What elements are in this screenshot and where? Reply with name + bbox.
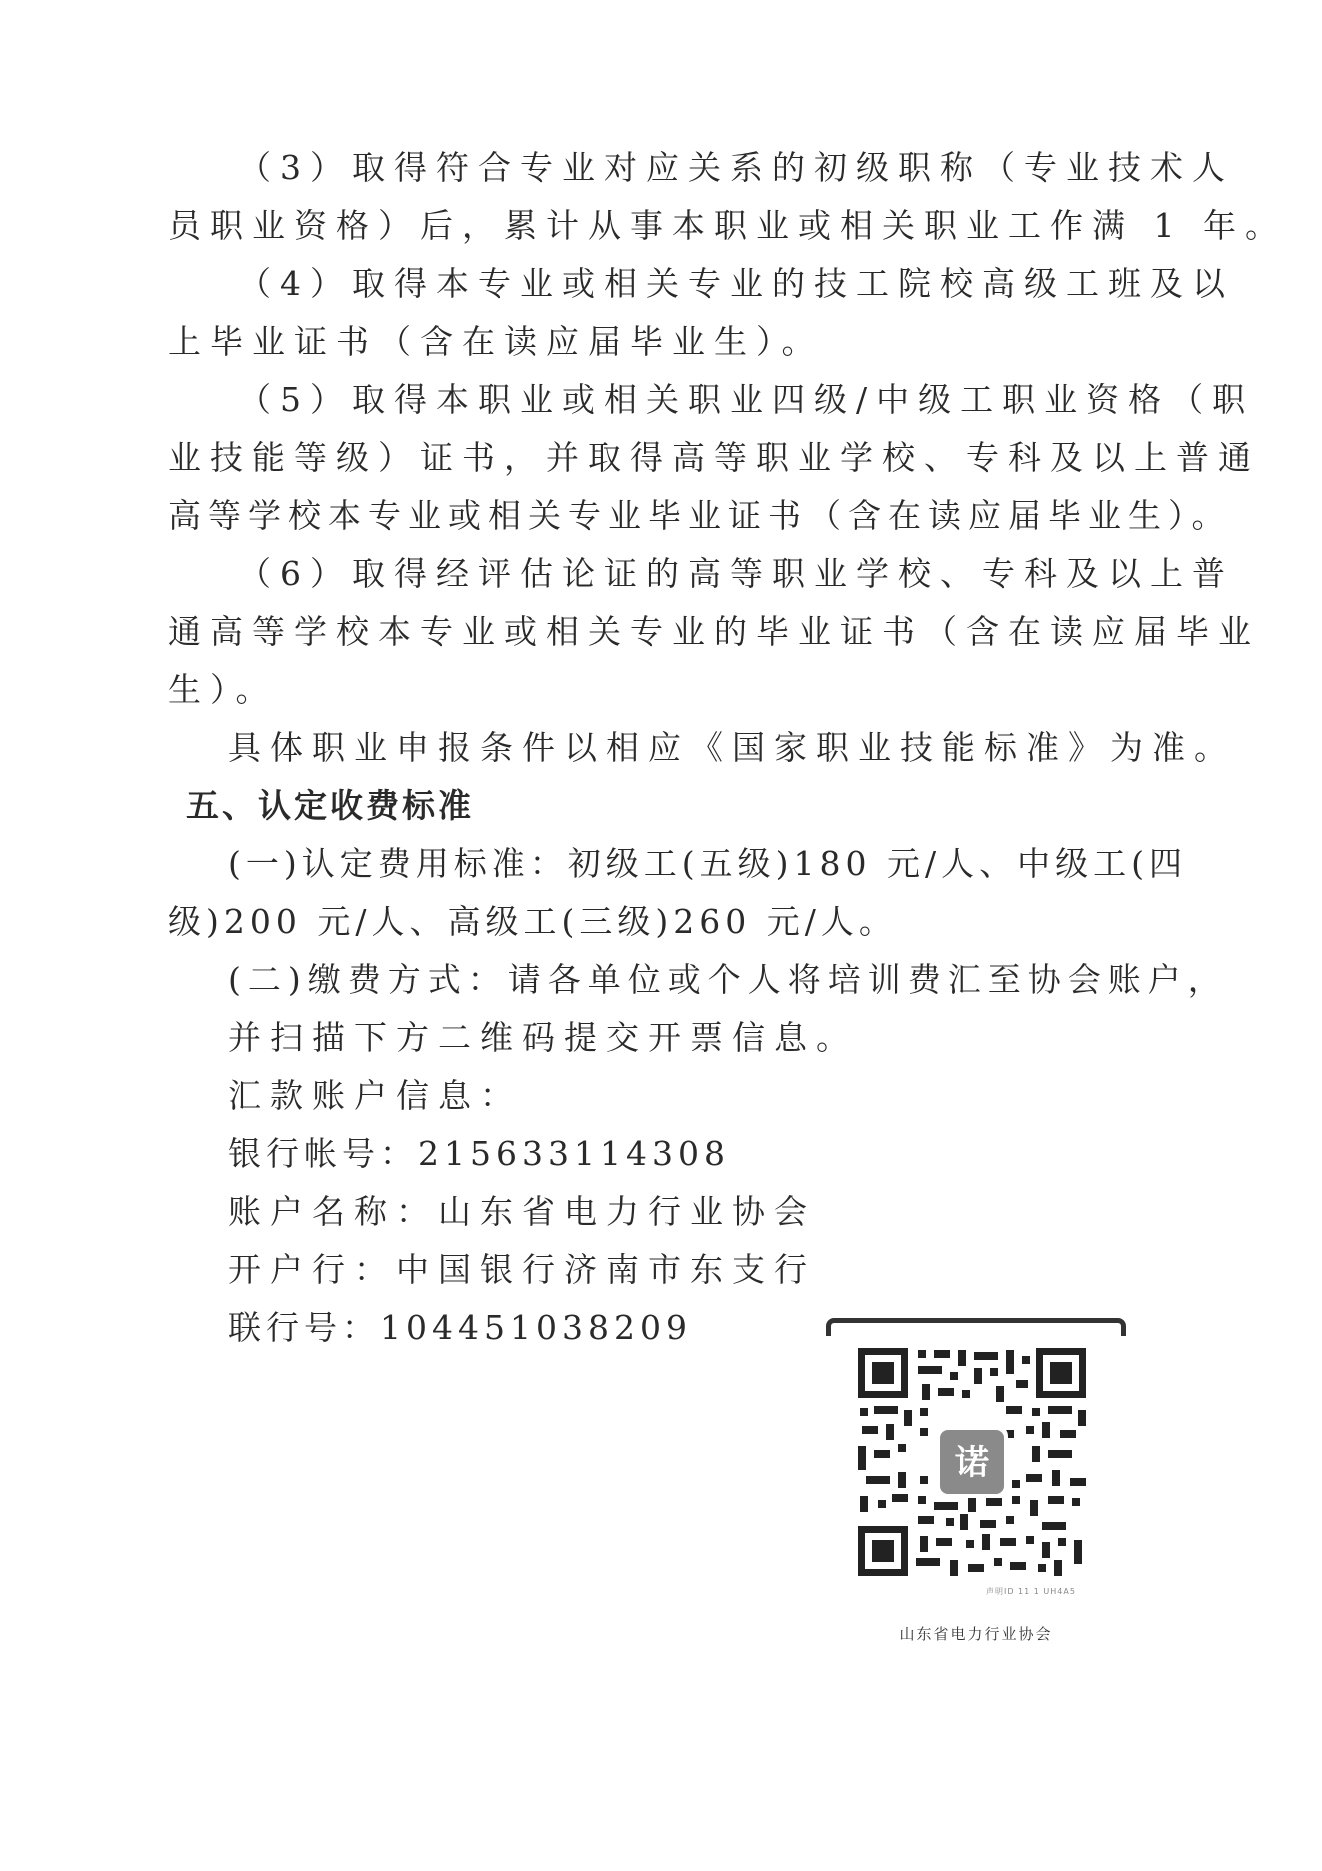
account-info-header: 汇款账户信息： — [228, 1076, 522, 1115]
paragraph-4-line-1: （4）取得本专业或相关专业的技工院校高级工班及以 — [238, 264, 1234, 303]
qr-small-text: 声明ID 11 1 UH4A5 — [986, 1587, 1076, 1596]
paragraph-3-line-2: 员职业资格）后，累计从事本职业或相关职业工作满 1 年。 — [168, 206, 1287, 245]
qr-caption: 山东省电力行业协会 — [899, 1625, 1053, 1643]
paragraph-5-line-2: 业技能等级）证书，并取得高等职业学校、专科及以上普通 — [168, 438, 1260, 477]
clearing-number: 联行号：104451038209 — [228, 1308, 692, 1347]
bank-branch: 开户行：中国银行济南市东支行 — [228, 1250, 816, 1289]
fee-standard-line-2: 级)200 元/人、高级工(三级)260 元/人。 — [168, 902, 897, 941]
paragraph-4-line-2: 上毕业证书（含在读应届毕业生）。 — [168, 322, 824, 361]
section-heading: 五、认定收费标准 — [186, 786, 474, 825]
standard-note: 具体职业申报条件以相应《国家职业技能标准》为准。 — [228, 728, 1236, 767]
bank-account-number: 银行帐号：215633114308 — [228, 1134, 730, 1173]
qr-code-icon[interactable] — [856, 1346, 1088, 1578]
qr-frame — [826, 1318, 1126, 1336]
payment-method-line-2: 并扫描下方二维码提交开票信息。 — [228, 1018, 858, 1057]
paragraph-5-line-3: 高等学校本专业或相关专业毕业证书（含在读应届毕业生）。 — [168, 496, 1232, 535]
paragraph-5-line-1: （5）取得本职业或相关职业四级/中级工职业资格（职 — [238, 380, 1255, 419]
payment-method-line-1: (二)缴费方式：请各单位或个人将培训费汇至协会账户， — [228, 960, 1228, 999]
qr-code-block[interactable] — [826, 1318, 1126, 1648]
paragraph-6-line-3: 生）。 — [168, 670, 278, 709]
paragraph-3-line-1: （3）取得符合专业对应关系的初级职称（专业技术人 — [238, 148, 1234, 187]
paragraph-6-line-1: （6）取得经评估论证的高等职业学校、专科及以上普 — [238, 554, 1234, 593]
paragraph-6-line-2: 通高等学校本专业或相关专业的毕业证书（含在读应届毕业 — [168, 612, 1260, 651]
account-name: 账户名称：山东省电力行业协会 — [228, 1192, 816, 1231]
qr-center-logo: 诺 — [955, 1443, 989, 1483]
fee-standard-line-1: (一)认定费用标准：初级工(五级)180 元/人、中级工(四 — [228, 844, 1187, 883]
